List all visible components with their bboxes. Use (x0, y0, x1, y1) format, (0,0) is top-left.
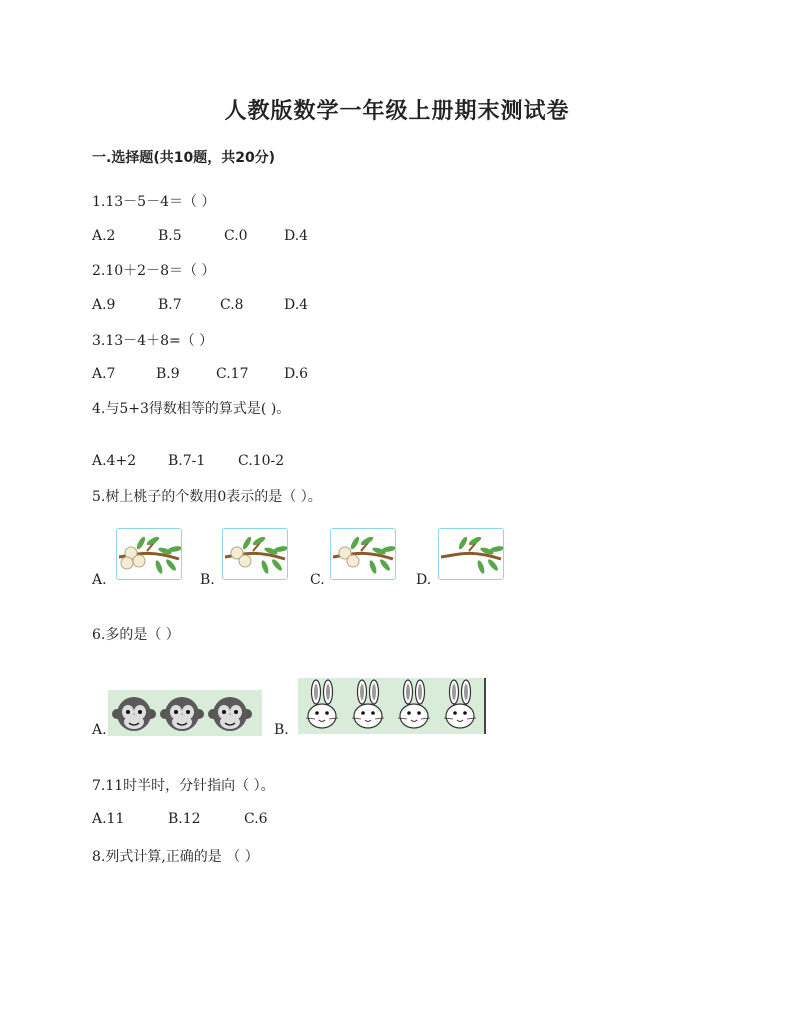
rabbit-face (398, 680, 430, 728)
peach (121, 557, 133, 569)
peach (347, 555, 359, 567)
leaf (457, 536, 469, 551)
q6-image-monkeys[interactable] (108, 690, 262, 736)
question-8: 8.列式计算,正确的是 （ ） (92, 849, 259, 865)
q5-option-a[interactable]: A. (92, 572, 107, 588)
q7-option-c[interactable]: C.6 (244, 811, 268, 827)
rabbit-face (306, 680, 338, 728)
q5-image-c[interactable] (330, 528, 396, 580)
q5-image-a[interactable] (116, 528, 182, 580)
q5-image-d[interactable] (438, 528, 504, 580)
question-1: 1.13－5－4＝（ ） (92, 194, 216, 210)
question-2: 2.10＋2－8＝（ ） (92, 263, 216, 279)
q7-option-b[interactable]: B.12 (168, 811, 201, 827)
leaf (154, 560, 164, 575)
q5-option-b[interactable]: B. (200, 572, 215, 588)
question-3: 3.13－4＋8=（ ） (92, 333, 214, 349)
q7-option-a[interactable]: A.11 (92, 811, 125, 827)
q3-option-b[interactable]: B.9 (156, 366, 180, 382)
q2-option-b[interactable]: B.7 (158, 297, 182, 313)
rabbit-face (444, 680, 476, 728)
leaf (476, 560, 486, 575)
q3-option-a[interactable]: A.7 (92, 366, 116, 382)
q2-option-d[interactable]: D.4 (284, 297, 309, 313)
q6-option-a[interactable]: A. (92, 722, 107, 738)
leaf (271, 558, 284, 572)
question-7: 7.11时半时，分针指向（ ）。 (92, 778, 275, 794)
leaf (135, 536, 147, 551)
q1-option-b[interactable]: B.5 (158, 228, 182, 244)
q5-image-b[interactable] (222, 528, 288, 580)
q5-option-c[interactable]: C. (310, 572, 325, 588)
question-6: 6.多的是（ ） (92, 627, 180, 643)
q2-option-c[interactable]: C.8 (220, 297, 244, 313)
q2-option-a[interactable]: A.9 (92, 297, 116, 313)
rabbit-face (352, 680, 384, 728)
q3-option-d[interactable]: D.6 (284, 366, 309, 382)
q1-option-c[interactable]: C.0 (224, 228, 248, 244)
q4-option-b[interactable]: B.7-1 (168, 453, 206, 469)
question-5: 5.树上桃子的个数用0表示的是（ ）。 (92, 489, 322, 505)
leaf (260, 560, 270, 575)
section-header: 一.选择题(共10题，共20分) (92, 150, 276, 166)
peach (133, 555, 145, 567)
monkey-face (112, 697, 156, 731)
q1-option-a[interactable]: A.2 (92, 228, 116, 244)
q4-option-a[interactable]: A.4+2 (92, 453, 137, 469)
leaf (165, 558, 178, 572)
q1-option-d[interactable]: D.4 (284, 228, 309, 244)
q3-option-c[interactable]: C.17 (216, 366, 249, 382)
q6-option-b[interactable]: B. (274, 722, 289, 738)
peach (239, 555, 251, 567)
leaf (379, 558, 392, 572)
q6-image-rabbits[interactable] (298, 678, 486, 734)
page-title: 人教版数学一年级上册期末测试卷 (224, 98, 570, 124)
q5-option-d[interactable]: D. (416, 572, 432, 588)
question-4: 4.与5+3得数相等的算式是( )。 (92, 401, 291, 417)
leaf (241, 536, 253, 551)
leaf (487, 558, 500, 572)
q4-option-c[interactable]: C.10-2 (238, 453, 285, 469)
monkey-face (208, 697, 252, 731)
monkey-face (160, 697, 204, 731)
leaf (349, 536, 361, 551)
leaf (368, 560, 378, 575)
